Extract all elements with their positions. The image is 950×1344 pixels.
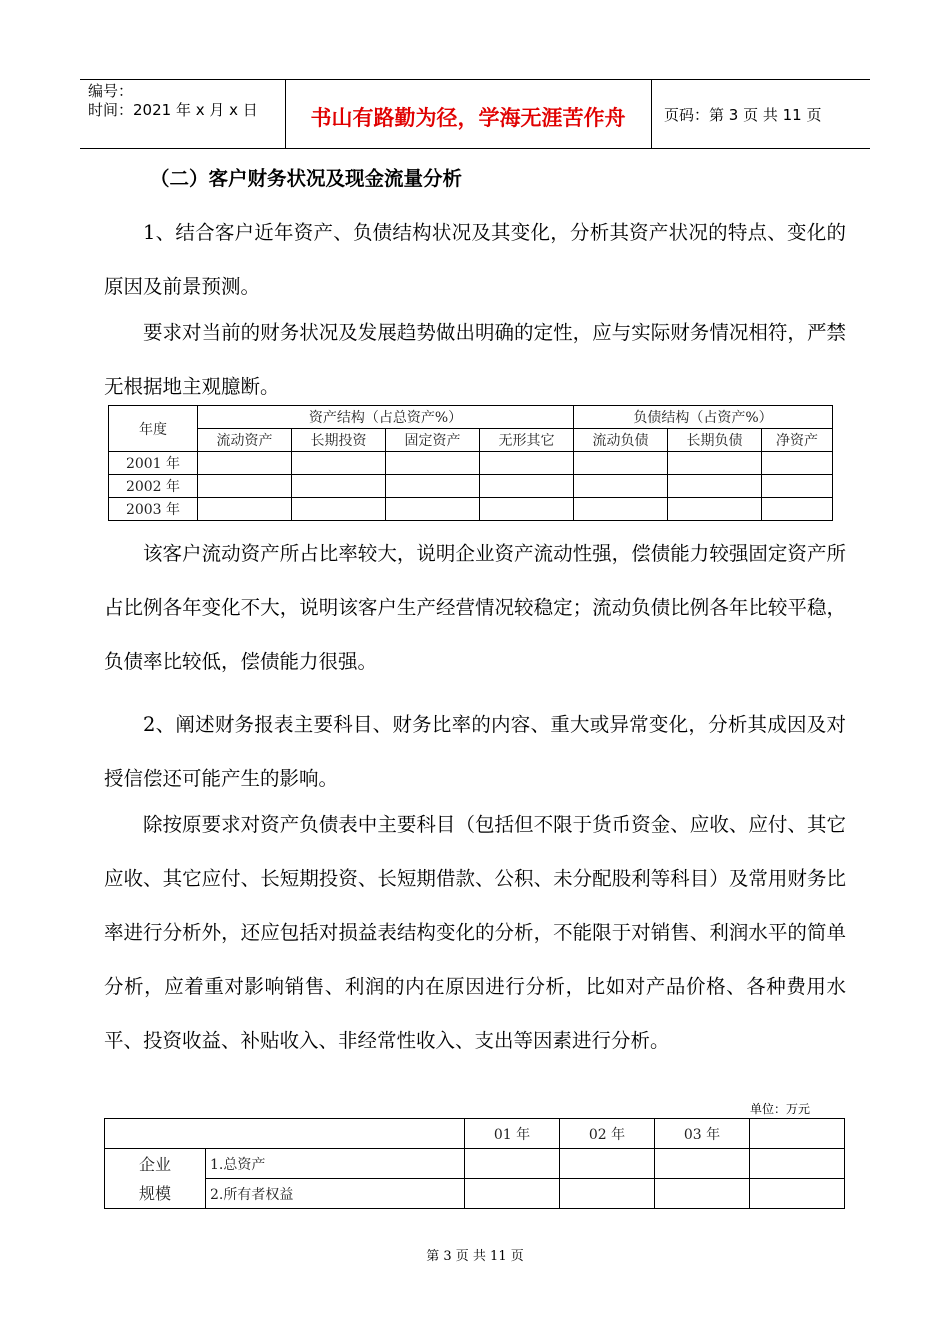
header-divider [651, 80, 652, 148]
item-label: 1.总资产 [206, 1149, 465, 1179]
col-header: 长期负债 [668, 429, 762, 452]
group-label [105, 1149, 206, 1209]
col-header: 流动资产 [198, 429, 292, 452]
scale-table [104, 1118, 845, 1209]
col-header: 长期投资 [292, 429, 386, 452]
col-header: 固定资产 [386, 429, 480, 452]
section-title: （二）客户财务状况及现金流量分析 [150, 167, 463, 190]
col-header: 无形其它 [480, 429, 574, 452]
year-header: 年度 [109, 406, 198, 452]
year-col: 01 年 [465, 1119, 560, 1149]
row-year: 2002 年 [109, 475, 198, 498]
group-label-line: 规模 [138, 1183, 171, 1203]
table-row [109, 475, 833, 498]
year-col: 02 年 [560, 1119, 655, 1149]
page-footer: 第 3 页 共 11 页 [426, 1249, 524, 1264]
page-header [80, 79, 870, 149]
asset-structure-header: 资产结构（占总资产%） [198, 406, 574, 429]
header-time: 时间：2021 年 x 月 x 日 [88, 101, 258, 119]
unit-label: 单位：万元 [750, 1102, 811, 1116]
col-header: 流动负债 [574, 429, 668, 452]
paragraph-1: 1、结合客户近年资产、负债结构状况及其变化，分析其资产状况的特点、变化的原因及前景预测。 [104, 221, 846, 298]
row-year: 2003 年 [109, 498, 198, 521]
liability-structure-header: 负债结构（占资产%） [574, 406, 833, 429]
row-year: 2001 年 [109, 452, 198, 475]
table-row [109, 452, 833, 475]
header-meta [80, 80, 285, 150]
paragraph-5: 除按原要求对资产负债表中主要科目（包括但不限于货币资金、应收、应付、其它应收、其它应付、长短期投资、长短期借款、公积、未分配股利等科目）及常用财务比率进行分析外，还应包括对损益表结构变化的分析，不能限于对销售、利润水平的简单分析，应着重对影响销售、利润的内在原因进行分析，比如对产品价格、各种费用水平、投资收益、补贴收入、非经常性收入、支出等因素进行分析。 [104, 813, 846, 1052]
paragraph-2: 要求对当前的财务状况及发展趋势做出明确的定性，应与实际财务情况相符，严禁无根据地主观臆断。 [104, 321, 846, 398]
header-page-number: 页码：第 3 页 共 11 页 [664, 106, 822, 124]
paragraph-3: 该客户流动资产所占比率较大，说明企业资产流动性强，偿债能力较强固定资产所占比例各年变化不大，说明该客户生产经营情况较稳定；流动负债比例各年比较平稳，负债率比较低，偿债能力很强。 [104, 542, 846, 673]
header-motto: 书山有路勤为径，学海无涯苦作舟 [310, 106, 626, 130]
paragraph-4: 2、阐述财务报表主要科目、财务比率的内容、重大或异常变化，分析其成因及对授信偿还可能产生的影响。 [104, 713, 846, 790]
structure-table [108, 405, 833, 521]
col-header: 净资产 [762, 429, 833, 452]
table-row [109, 498, 833, 521]
year-col: 03 年 [655, 1119, 750, 1149]
item-label: 2.所有者权益 [206, 1179, 465, 1209]
group-label-line: 企业 [138, 1154, 171, 1174]
header-number: 编号： [88, 82, 134, 100]
